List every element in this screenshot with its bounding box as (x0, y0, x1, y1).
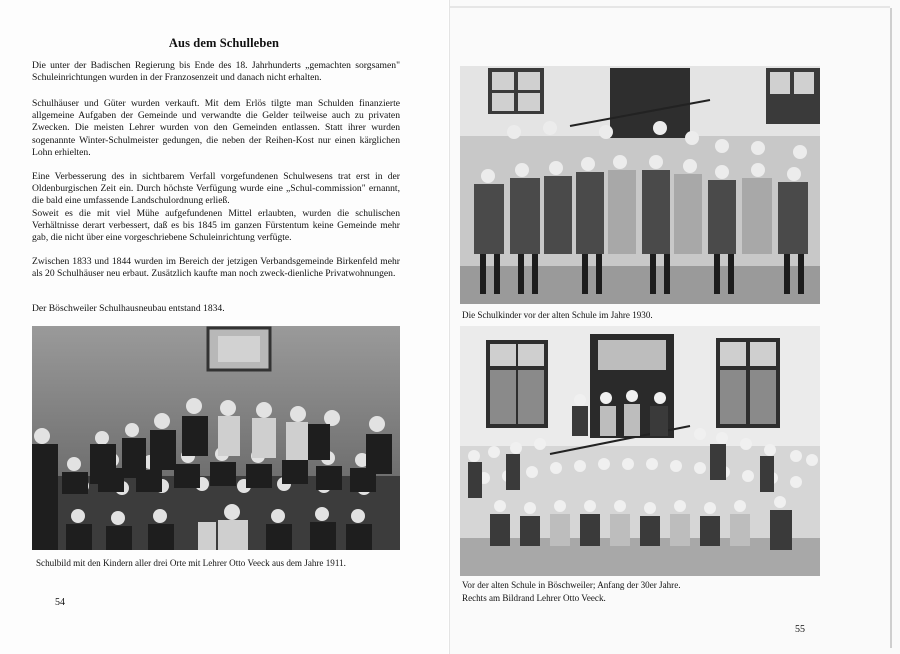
paragraph-4: Soweit es die mit viel Mühe aufgefundenen Mittel erlaubten, wurden die schulischen Verhältnisse derart verbessert, daß es bis 1845 im ganzen Fürstentum keine Gemeinde mehr gab, die nicht über eine vorgeschriebene Schuleinrichtung verfügte. (32, 208, 400, 244)
right-page (449, 0, 900, 654)
class-photo-1911-image (32, 326, 400, 550)
school-photo-30er-image (460, 326, 820, 576)
photo-caption-30er-line1: Vor der alten Schule in Böschweiler; Anfang der 30er Jahre. (462, 580, 681, 590)
photo-caption-30er-line2: Rechts am Bildrand Lehrer Otto Veeck. (462, 593, 606, 603)
page-number-left: 54 (55, 597, 65, 608)
page-edge-top (450, 6, 890, 8)
school-photo-1930-image (460, 66, 820, 304)
paragraph-2: Schulhäuser und Güter wurden verkauft. Mit dem Erlös tilgte man Schulden finanzierte allgemeine Aufgaben der Gemeinde und verwandte die Gelder teilweise auch zu privaten Zwecken. Die meisten Lehrer wurden von den Gemeinden entlassen. Statt ihrer wurden sogenannte Winter-Schulmeister gedungen, die neben der Reihen-Kost nur einen kärglichen Lohn erhielten. (32, 98, 400, 158)
page-edge-right (890, 8, 892, 648)
paragraph-5: Zwischen 1833 und 1844 wurden im Bereich der jetzigen Verbandsgemeinde Birkenfeld mehr als 20 Schulhäuser neu erbaut. Zusätzlich kaufte man noch zweck-dienliche Privatwohnungen. (32, 256, 400, 280)
photo-caption-1930: Die Schulkinder vor der alten Schule im Jahre 1930. (462, 310, 653, 320)
page-number-right: 55 (795, 624, 805, 635)
paragraph-6: Der Böschweiler Schulhausneubau entstand 1834. (32, 303, 225, 314)
photo-caption-1911: Schulbild mit den Kindern aller drei Orte mit Lehrer Otto Veeck aus dem Jahre 1911. (36, 558, 346, 568)
school-photo-1930 (460, 66, 820, 304)
class-photo-1911 (32, 326, 400, 550)
left-page (0, 0, 448, 654)
paragraph-3: Eine Verbesserung des in sichtbarem Verfall vorgefundenen Schulwesens trat erst in der Oldenburgischen Zeit ein. Durch höchste Verfügung wurde eine „Schul-commission" ernannt, die bald eine umfassende Landschulordnung erließ. (32, 171, 400, 207)
page-title: Aus dem Schulleben (168, 36, 280, 50)
paragraph-1: Die unter der Badischen Regierung bis Ende des 18. Jahrhunderts „gemachten sorgsamen" Schuleinrichtungen wurden in der Franzosenzeit und danach nicht erhalten. (32, 60, 400, 84)
school-photo-30er (460, 326, 820, 576)
